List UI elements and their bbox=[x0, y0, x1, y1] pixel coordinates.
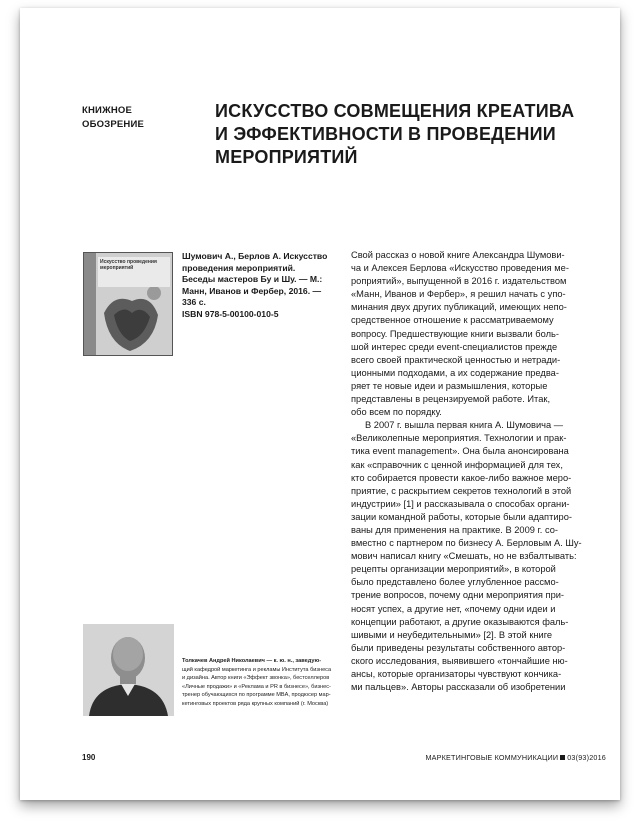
body-line: ского исследования, выявившего «тончайшие ню- bbox=[351, 655, 568, 666]
magazine-page bbox=[20, 8, 620, 800]
body-line: всего своей практической ценностью и нетради- bbox=[351, 354, 561, 365]
body-line: индустрии» [1] и рассказывала о способах органи- bbox=[351, 498, 570, 509]
body-line: вместно с партнером по бизнесу А. Берловым А. Шу- bbox=[351, 538, 582, 549]
body-line: средственное отношение к рассматриваемому bbox=[351, 315, 554, 326]
body-line: как «справочник с ценной информацией для тех, bbox=[351, 459, 563, 470]
body-line: рецепты организации мероприятий», в которой bbox=[351, 564, 556, 575]
book-ref-line: Беседы мастеров Бу и Шу. — М.: bbox=[182, 274, 323, 284]
body-line: трение вопросов, почему одни мероприятия при- bbox=[351, 590, 565, 601]
section-label-line: КНИЖНОЕ bbox=[82, 105, 133, 116]
headline-line: И ЭФФЕКТИВНОСТИ В ПРОВЕДЕНИИ bbox=[215, 124, 556, 144]
body-line: кто собирается провести какое-либо важное меро- bbox=[351, 472, 572, 483]
author-bio-line: «Личные продажи» и «Реклама и PR в бизнесе», бизнес- bbox=[182, 683, 331, 690]
body-line: ансы, которые организаторы чувствуют кончика- bbox=[351, 669, 562, 679]
body-line: шой интерес среди event-специалистов прежде bbox=[351, 341, 558, 352]
body-line: было представлено более углубленное рассмо- bbox=[351, 577, 559, 588]
headline-line: МЕРОПРИЯТИЙ bbox=[215, 147, 358, 167]
book-ref-line: Шумович А., Берлов А. Искусство bbox=[182, 251, 328, 261]
body-line: ряет те новые идеи и размышления, которые bbox=[351, 380, 548, 391]
author-bio-line: тренер обучающихся по программе MBA, продюсер мар- bbox=[182, 692, 331, 699]
body-line: Свой рассказ о новой книге Александра Шумови- bbox=[351, 250, 565, 260]
body-line: мович написал книгу «Смешать, но не взбалтывать: bbox=[351, 551, 577, 562]
issue-number: 03(93)2016 bbox=[567, 753, 606, 762]
article-body bbox=[351, 249, 609, 694]
book-ref-line: ISBN 978-5-00100-010-5 bbox=[182, 308, 279, 319]
running-footer bbox=[425, 753, 606, 762]
book-cover-image bbox=[83, 252, 173, 356]
author-bio bbox=[182, 657, 336, 709]
body-line: обо всем по порядку. bbox=[351, 407, 442, 418]
book-ref-line: 336 с. bbox=[182, 297, 206, 307]
body-line: шивыми и неубедительными» [2]. В этой книге bbox=[351, 629, 553, 640]
author-bio-line: и дизайна. Автор книги «Эффект звонка», бестселлеров bbox=[182, 675, 330, 682]
body-line: роприятий», выпущенной в 2016 г. издательством bbox=[351, 276, 567, 287]
book-ref-line: Манн, Иванов и Фербер, 2016. — bbox=[182, 285, 322, 296]
journal-name: МАРКЕТИНГОВЫЕ КОММУНИКАЦИИ bbox=[425, 753, 559, 762]
author-bio-line: Толкачев Андрей Николаевич — к. ю. н., заведую- bbox=[182, 658, 322, 664]
section-label-line: ОБОЗРЕНИЕ bbox=[82, 119, 145, 130]
author-bio-line: щий кафедрой маркетинга и рекламы Института бизнеса bbox=[182, 666, 332, 673]
paragraph bbox=[351, 419, 609, 694]
page-number: 190 bbox=[82, 753, 96, 762]
author-photo bbox=[83, 624, 174, 716]
body-line: ча и Алексея Берлова «Искусство проведения ме- bbox=[351, 263, 569, 274]
body-line: «Манн, Иванов и Фербер», я решил начать с упо- bbox=[351, 289, 566, 300]
headline-line: ИСКУССТВО СОВМЕЩЕНИЯ КРЕАТИВА bbox=[215, 101, 575, 121]
author-portrait bbox=[83, 624, 174, 716]
body-line: ваны для применения на практике. В 2009 г. со- bbox=[351, 524, 558, 535]
article-headline bbox=[215, 100, 595, 169]
book-reference bbox=[182, 251, 332, 320]
body-line: «Великолепные мероприятия. Технологии и прак- bbox=[351, 433, 567, 444]
body-line: ционными подходами, а их содержание предва- bbox=[351, 367, 559, 378]
body-line: представлены в рецензируемой работе. Итак, bbox=[351, 394, 551, 405]
section-label bbox=[82, 104, 144, 132]
body-line: минания двух других публикаций, имеющих непо- bbox=[351, 302, 567, 313]
body-line: носят успех, а другие нет, «почему одни идеи и bbox=[351, 603, 556, 614]
body-line: были приведены результаты собственного автор- bbox=[351, 642, 566, 653]
body-line: В 2007 г. вышла первая книга А. Шумовича — bbox=[365, 420, 564, 431]
body-line: тика event management». Она была анонсирована bbox=[351, 446, 569, 457]
book-ref-line: проведения мероприятий. bbox=[182, 262, 296, 273]
body-line: концепции работают, а другие оказываются фаль- bbox=[351, 616, 569, 627]
body-line: ми пальцев». Авторы рассказали об изобретении bbox=[351, 682, 566, 693]
body-line: приятие, с раскрытием секретов технологий в этой bbox=[351, 485, 572, 496]
author-bio-line: кетинговых проектов ряда крупных компаний (г. Москва) bbox=[182, 700, 329, 707]
square-bullet-icon bbox=[560, 755, 565, 760]
body-line: вопросу. Предшествующие книги вызвали боль- bbox=[351, 328, 559, 339]
paragraph bbox=[351, 249, 609, 419]
body-line: зации командной работы, которые были адаптиро- bbox=[351, 511, 572, 522]
book-cover-title: Искусство проведения мероприятий bbox=[98, 257, 170, 287]
